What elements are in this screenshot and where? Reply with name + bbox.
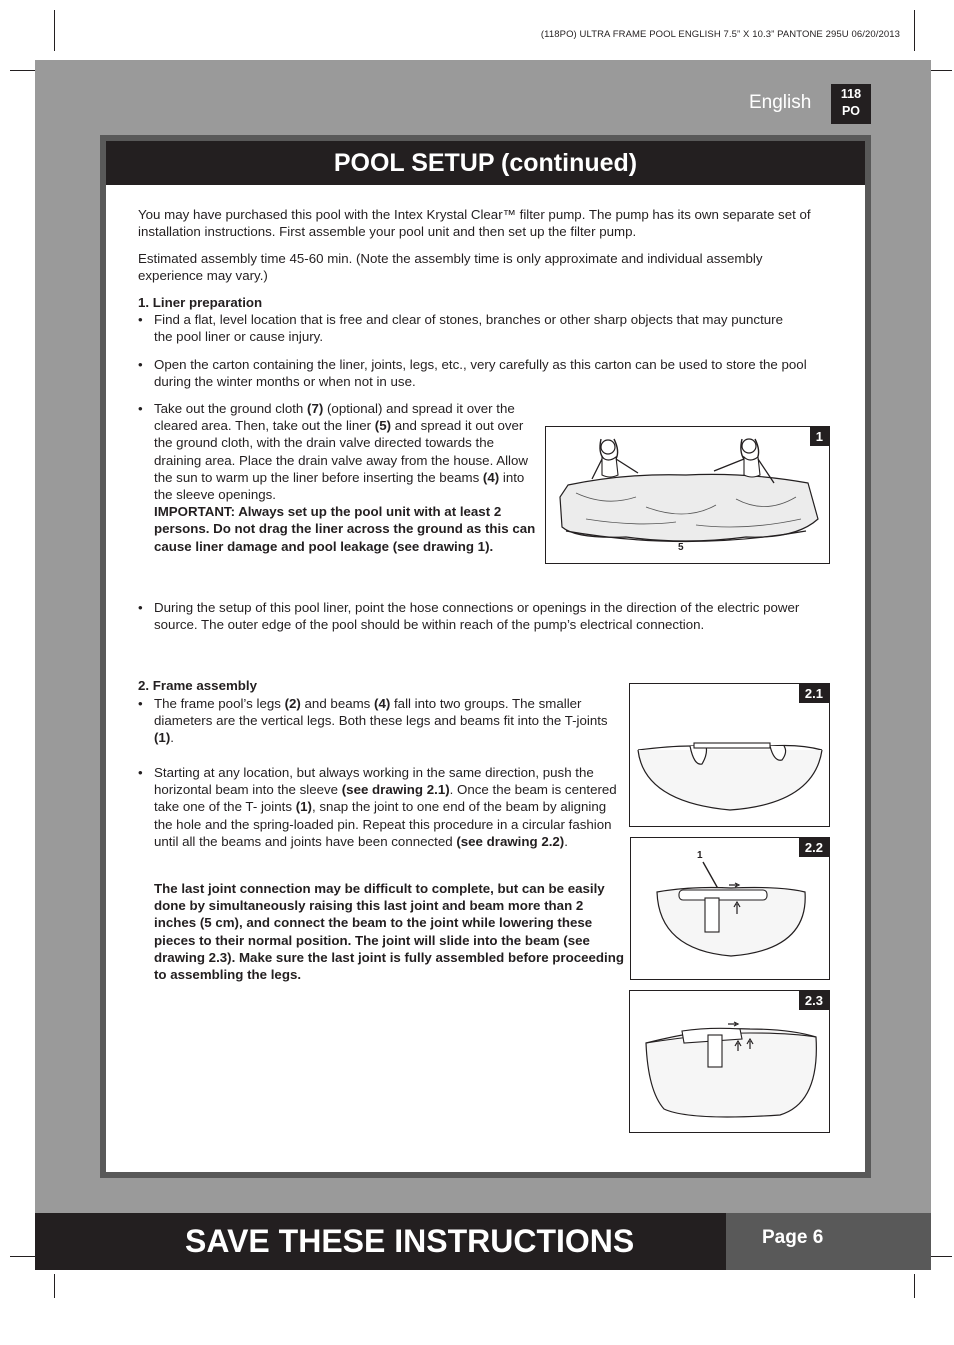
text-run: Take out the ground cloth: [154, 401, 308, 416]
bullet-dot: •: [138, 600, 143, 615]
text-run: The frame pool’s legs: [154, 696, 285, 711]
joint-slide-illustration: [630, 991, 828, 1131]
liner-bullet-3: [154, 400, 540, 555]
text-run: into the sleeve openings.: [154, 469, 525, 503]
liner-bullet-2: Open the carton containing the liner, joints, legs, etc., very carefully as this carton can be used to store the pool during the winter months or when not in use.: [154, 357, 807, 390]
figure-label: 2.3: [799, 991, 829, 1010]
figure-label: 1: [810, 427, 829, 446]
badge-line-1: 118: [840, 87, 862, 101]
page-title: POOL SETUP (continued): [106, 141, 865, 185]
figure-2-1: [629, 683, 830, 827]
crop-mark: [54, 10, 55, 51]
text-run: . Once the beam is centered take one of the T- joints: [154, 782, 617, 815]
part-ref: (7): [307, 401, 324, 416]
crop-mark: [914, 10, 915, 51]
crop-mark: [914, 1274, 915, 1298]
part-number: 1: [697, 850, 703, 861]
text-run: , snap the joint to one end of the beam by aligning the hole and the spring-loaded pin. Repeat this procedure in a circular fashion until all the beams and joints have been connected: [154, 799, 612, 849]
t-joint-illustration: [631, 838, 828, 978]
text-run: and beams: [300, 696, 375, 711]
section-heading-frame: 2. Frame assembly: [138, 678, 258, 693]
bullet-dot: •: [138, 312, 143, 327]
intro-paragraph-2: Estimated assembly time 45-60 min. (Note the assembly time is only approximate and individual assembly experience may vary.): [138, 251, 763, 284]
drawing-ref: (see drawing 2.1): [341, 782, 450, 798]
figure-1: [545, 426, 830, 564]
beam-sleeve-illustration: [630, 684, 828, 825]
liner-bullet-1: Find a flat, level location that is free and clear of stones, branches or other sharp objects that may puncture the pool liner or cause injury.: [154, 312, 783, 345]
page-number: Page 6: [726, 1213, 931, 1270]
text-run: Starting at any location, but always working in the same direction, push the horizontal beam into the sleeve: [154, 765, 594, 798]
part-ref: (5): [374, 418, 392, 434]
part-ref: (4): [482, 469, 500, 485]
part-ref: (1): [295, 799, 312, 815]
bullet-dot: •: [138, 357, 143, 372]
text-run: (optional) and spread it over the cleared area. Then, take out the liner: [154, 401, 515, 434]
text-run: fall into two groups. The smaller diameters are the vertical legs. Both these legs and beams fit into the T-joints: [154, 696, 608, 729]
badge-line-2: PO: [841, 104, 861, 118]
figure-2-3: [629, 990, 830, 1133]
last-joint-note: The last joint connection may be difficult to complete, but can be easily done by simultaneously raising this last joint and beam more than 2 inches (5 cm), and connect the beam to the joint while lowering these pieces to their normal position. The joint will slide into the beam (see drawing 2.3). Make sure the last joint is fully assembled before proceeding to assembling the legs.: [154, 881, 624, 983]
liner-unfolding-illustration: [546, 427, 828, 562]
important-note: IMPORTANT: Always set up the pool unit with at least 2 persons. Do not drag the liner across the ground as this can cause liner damage and pool leakage (see drawing 1).: [154, 504, 536, 554]
drawing-ref: (see drawing 2.2): [456, 833, 565, 849]
intro-paragraph-1: You may have purchased this pool with the Intex Krystal Clear™ filter pump. The pump has its own separate set of installation instructions. First assemble your pool unit and then set up the filter pump.: [138, 207, 811, 240]
bullet-dot: •: [138, 765, 143, 780]
bullet-dot: •: [138, 401, 143, 416]
frame-bullet-1: [154, 695, 626, 747]
section-heading-liner: 1. Liner preparation: [138, 295, 263, 310]
model-badge: [831, 84, 871, 124]
part-ref: (4): [374, 696, 391, 711]
part-number: 5: [678, 542, 684, 553]
part-ref: (1): [154, 730, 171, 746]
language-label: English: [749, 92, 812, 113]
frame-bullet-2: [154, 764, 626, 850]
text-run: .: [564, 833, 568, 849]
figure-label: 2.2: [799, 838, 829, 857]
text-run: and spread it out over the ground cloth, with the drain valve directed towards the draining area. Place the drain valve away from the house. Allow the sun to warm up the liner before inserting the beams: [154, 418, 529, 485]
figure-2-2: [630, 837, 830, 980]
figure-label: 2.1: [799, 684, 829, 703]
text-run: .: [170, 730, 174, 746]
crop-mark: [54, 1274, 55, 1298]
part-ref: (2): [284, 696, 301, 711]
print-info: (118PO) ULTRA FRAME POOL ENGLISH 7.5” X 10.3” PANTONE 295U 06/20/2013: [540, 29, 900, 40]
save-instructions-banner: SAVE THESE INSTRUCTIONS: [35, 1213, 726, 1270]
bullet-dot: •: [138, 696, 143, 711]
liner-bullet-4: During the setup of this pool liner, point the hose connections or openings in the direction of the electric power source. The outer edge of the pool should be within reach of the pump’s electrical connection.: [154, 600, 800, 633]
